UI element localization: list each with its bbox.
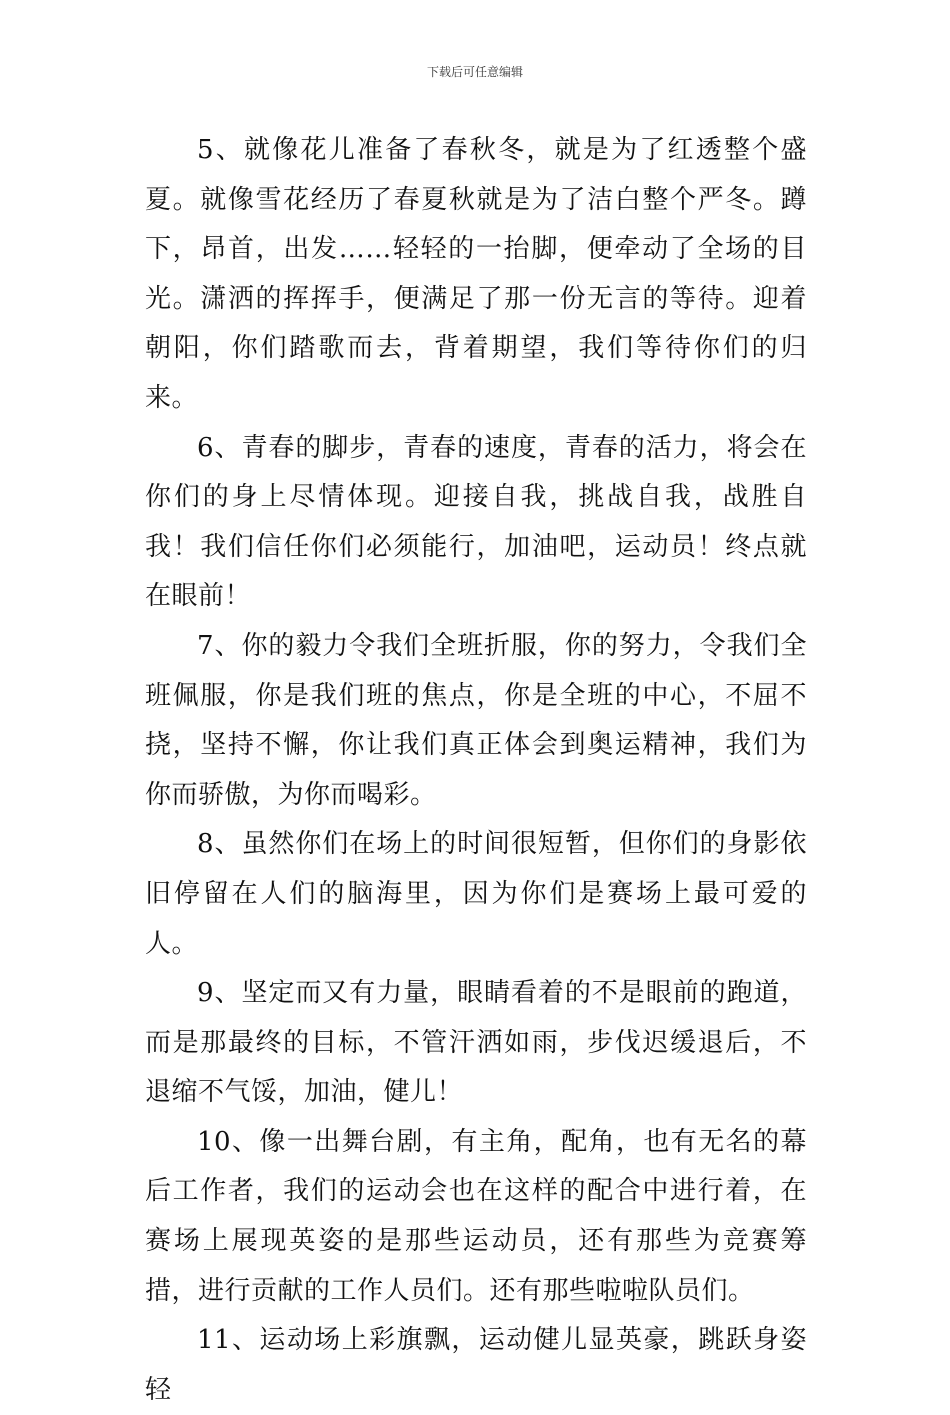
paragraph-10: 10、像一出舞台剧，有主角，配角，也有无名的幕后工作者，我们的运动会也在这样的配合中进行着，在赛场上展现英姿的是那些运动员，还有那些为竞赛筹措，进行贡献的工作人员们。还有那些啦啦队员们。 (145, 1126, 807, 1306)
paragraph-11: 11、运动场上彩旗飘，运动健儿显英豪，跳跃身姿轻 (145, 1325, 807, 1405)
paragraph-6: 6、青春的脚步，青春的速度，青春的活力，将会在你们的身上尽情体现。迎接自我，挑战自我，战胜自我！我们信任你们必须能行，加油吧，运动员！终点就在眼前！ (145, 432, 807, 612)
document-body (145, 126, 807, 1415)
paragraph-7: 7、你的毅力令我们全班折服，你的努力，令我们全班佩服，你是我们班的焦点，你是全班的中心，不屈不挠，坚持不懈，你让我们真正体会到奥运精神，我们为你而骄傲，为你而喝彩。 (145, 630, 807, 810)
paragraph-5: 5、就像花儿准备了春秋冬，就是为了红透整个盛夏。就像雪花经历了春夏秋就是为了洁白整个严冬。蹲下，昂首，出发……轻轻的一抬脚，便牵动了全场的目光。潇洒的挥挥手，便满足了那一份无言的等待。迎着朝阳，你们踏歌而去，背着期望，我们等待你们的归来。 (145, 135, 807, 413)
page-header-note: 下载后可任意编辑 (426, 65, 523, 79)
paragraph-8: 8、虽然你们在场上的时间很短暂，但你们的身影依旧停留在人们的脑海里，因为你们是赛场上最可爱的人。 (145, 829, 807, 959)
paragraph-9: 9、坚定而又有力量，眼睛看着的不是眼前的跑道，而是那最终的目标，不管汗洒如雨，步伐迟缓退后，不退缩不气馁，加油，健儿！ (145, 978, 807, 1108)
